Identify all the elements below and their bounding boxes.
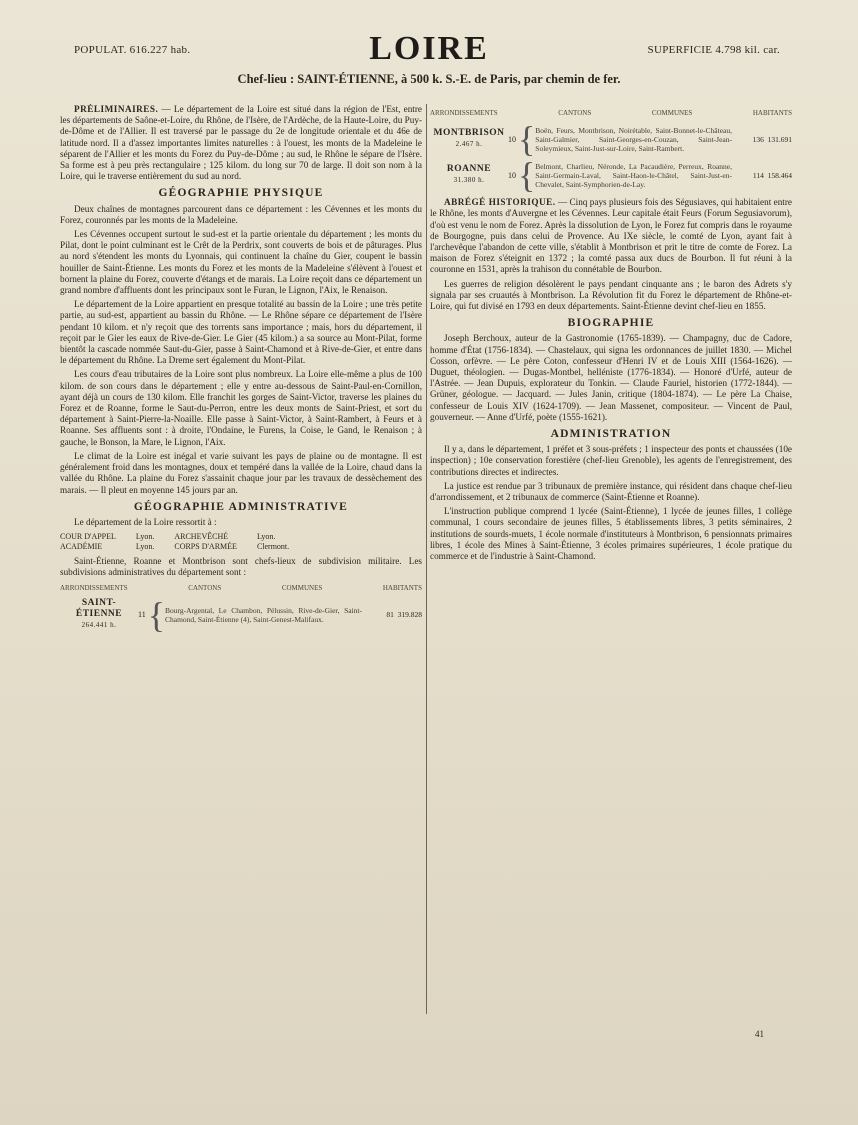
arrondissement-table-header <box>430 108 792 119</box>
communes-count: 114 <box>752 170 764 180</box>
administration-paragraph-3: L'instruction publique comprend 1 lycée (Saint-Étienne), 1 lycée de jeunes filles, 1 collège communal, 1 cours secondaire de jeunes filles, 5 établissements libres, 3 petits séminaires, 2 institutions de sourds-muets, 1 école normale d'instituteurs à Montbrison, 6 pensionnats primaires libres, 1 école des Mines à Saint-Étienne, 3 écoles primaires supérieures, 1 école pratique du commerce et de l'industrie à Saint-Chamond. <box>430 506 792 562</box>
arrondissement-title: ROANNE <box>446 164 492 174</box>
canton-list: Belmont, Charlieu, Néronde, La Pacaudière, Perreux, Roanne, Saint-Germain-Laval, Saint-Haon-le-Châtel, Saint-Just-en-Chevalet, Saint-Symphorien-de-Lay. <box>535 161 732 189</box>
page-number: 41 <box>755 1029 764 1039</box>
habitants-count: 158.464 <box>767 170 792 180</box>
canton-list: Bourg-Argental, Le Chambon, Pélussin, Rive-de-Gier, Saint-Chamond, Saint-Étienne (4), Saint-Genest-Malifaux. <box>164 605 362 624</box>
biographie-heading: BIOGRAPHIE <box>567 317 655 330</box>
arrondissement-title: SAINT-ÉTIENNE <box>75 597 123 619</box>
department-title: LOIRE <box>369 30 489 67</box>
preliminaires-text: — Le département de la Loire est situé dans la région de l'Est, entre les départements de Saône-et-Loire, du Rhône, de l'Isère, de l'Ardèche, de la Haute-Loire, du Puy-de-Dôme et de l'Allier. Il est traversé par le passage du 2e de longitude orientale et du 46e de latitude nord. Il a d'assez importantes limites naturelles : à l'ouest, les monts de la Madeleine le séparent de l'Allier et les monts du Forez du Puy-de-Dôme ; au sud, le Rhône le sépare de l'Isère. Sa forme est à peu près rectangulaire ; 125 kilom. du long sur 70 de large. Il doit son nom à la Loire, qui le traverse entièrement du sud au nord. <box>60 104 422 182</box>
arrondissement-numbers <box>732 170 792 181</box>
ressort-value: Lyon. <box>135 532 155 542</box>
canton-list: Boën, Feurs, Montbrison, Noirétable, Saint-Bonnet-le-Château, Saint-Galmier, Saint-Georges-en-Couzan, Saint-Jean-Soleymieux, Saint-Just-sur-Loire, Saint-Rambert. <box>535 125 732 153</box>
communes-count: 136 <box>752 134 764 144</box>
arrondissement-row-roanne <box>430 155 792 196</box>
arrondissement-table-header <box>60 583 422 594</box>
arrondissement-table-right <box>430 108 792 196</box>
geo-phys-paragraph-3: Le département de la Loire appartient en presque totalité au bassin de la Loire ; une très petite partie, au sud-est, appartient au bassin du Rhône. — Le Rhône sépare ce département de l'Isère pendant 10 kilom. et n'y reçoit que des torrents sans importance ; mais, hors du département, il reçoit par le Gier les eaux de Rive-de-Gier. Le Gier (45 kilom.) a sa source au Mont-Pilat, forme bientôt la cascade nommée Saut-du-Gier, passe à Saint-Chamond et à Rive-de-Gier, et entre dans le département du Rhône. La Dreme sert également du Mont-Pilat. <box>60 299 422 366</box>
historique-paragraph-1 <box>430 197 792 275</box>
historique-paragraph-2: Les guerres de religion désolèrent le pays pendant cinquante ans ; le baron des Adrets s'y signala par ses cruautés à Montbrison. La Révolution fit du Forez le département de Rhône-et-Loire, qui fut divisé en 1793 en deux départements. Saint-Étienne devint chef-lieu en 1855. <box>430 278 792 312</box>
ressort-value: Lyon. <box>135 542 155 552</box>
arrondissement-numbers <box>362 609 422 620</box>
arrondissement-pop: 31.380 h. <box>453 176 485 185</box>
col-header: CANTONS <box>188 583 222 592</box>
arrondissement-name <box>430 164 508 186</box>
communes-count: 81 <box>386 609 394 619</box>
arrondissement-numbers <box>732 134 792 145</box>
historique-label: ABRÉGÉ HISTORIQUE. <box>444 197 556 208</box>
col-header: ARRONDISSEMENTS <box>430 109 498 117</box>
arrondissement-title: MONTBRISON <box>433 128 505 138</box>
arrondissement-row-montbrison <box>430 119 792 160</box>
ressort-value: Clermont. <box>256 542 290 552</box>
ressort-label: ACADÉMIE <box>60 542 103 552</box>
geo-phys-paragraph-5: Le climat de la Loire est inégal et varie suivant les pays de plaine ou de montagne. Il est généralement froid dans les montagnes, doux et tempéré dans la vallée de la Loire, chaud dans la vallée du Rhône. La plaine du Forez s'assainit chaque jour par les travaux de dessèchement des marais. — Il pleut en moyenne 145 jours par an. <box>60 450 422 495</box>
ressort-label: COUR D'APPEL <box>60 532 116 542</box>
biographie-text: Joseph Berchoux, auteur de la Gastronomie (1765-1839). — Champagny, duc de Cadore, homme d'État (1756-1834). — Chastelaux, qui signa les ordonnances de juillet 1830. — Michel Cosson, orfèvre. — Le père Coton, confesseur d'Henri IV et de Louis XIII (1564-1626). — Duguet, théologien. — Dugas-Montbel, helléniste (1776-1834). — Honoré d'Urfé, auteur de l'Astrée. — Jean Dupuis, explorateur du Tonkin. — Claude Fauriel, historien (1772-1844). — Grüner, géologue. — Jacquard. — Jules Janin, critique (1804-1874). — Le père La Chaise, confesseur de Louis XIV (1624-1709). — Jean Massenet, compositeur. — Vincent de Paul, gouverneur. — Anne d'Urfé, poète (1555-1621). <box>430 333 792 422</box>
chef-lieu-subtitle: Chef-lieu : SAINT-ÉTIENNE, à 500 k. S.-E. de Paris, par chemin de fer. <box>237 72 621 86</box>
col-header: COMMUNES <box>651 109 693 117</box>
col-header: HABITANTS <box>752 109 792 117</box>
geo-phys-paragraph-1: Deux chaînes de montagnes parcourent dans ce département : les Cévennes et les monts du Forez, couronnés par les monts de la Madeleine. <box>60 203 422 225</box>
arrondissement-name <box>60 598 138 632</box>
geo-phys-paragraph-4: Les cours d'eau tributaires de la Loire sont plus nombreux. La Loire elle-même a plus de 100 kilom. de son cours dans le département ; elle y entre au-dessous de Saint-Paul-en-Cornillon, ayant déjà un cours de 130 kilom. Elle franchit les gorges de Saint-Victor, traverse les plaines du Forez et de Roanne, forme le Saut-du-Perron, entre les deux monts de Saint-Priest, et sort du département à Saint-Pierre-la-Noaille. Elle passe à Saint-Victor, à Saint-Rambert, à Feurs et à Roanne. Ses affluents sont : à droite, l'Ondaine, le Furens, la Coise, le Gand, le Renaison ; à gauche, le Bonson, la Mare, le Lignon, l'Aix. <box>60 369 422 447</box>
geo-phys-paragraph-2: Les Cévennes occupent surtout le sud-est et la partie orientale du département ; les monts du Pilat, dont le point culminant est le Crêt de la Perdrix, sont couverts de bois et de pâturages. Plus au nord s'étendent les monts du Lyonnais, qui continuent la chaîne du Gier, coupent le bassin houiller de Saint-Étienne. Les monts du Forez et les monts de la Madeleine s'élèvent à l'ouest et bornent la plaine du Forez, couverte d'étangs et de marais. La Loire reçoit dans ce département un grand nombre d'affluents dont les principaux sont le Furan, le Lignon, l'Aix, le Renaison. <box>60 229 422 296</box>
administration-heading: ADMINISTRATION <box>550 428 672 441</box>
superficie-label: SUPERFICIE 4.798 kil. car. <box>647 44 780 56</box>
left-column <box>60 104 422 637</box>
habitants-count: 319.828 <box>397 609 422 619</box>
column-divider <box>426 104 427 1014</box>
geographie-physique-heading: GÉOGRAPHIE PHYSIQUE <box>158 187 324 200</box>
geo-admin-intro: Le département de la Loire ressortit à : <box>74 516 217 527</box>
ressort-label: CORPS D'ARMÉE <box>174 542 237 552</box>
brace-icon: { <box>518 155 536 196</box>
population-label: POPULAT. 616.227 hab. <box>74 44 191 56</box>
arrondissement-pop: 264.441 h. <box>81 621 117 630</box>
brace-icon: { <box>518 119 536 160</box>
administration-paragraph-2: La justice est rendue par 3 tribunaux de première instance, qui résident dans chaque chef-lieu d'arrondissement, et 2 tribunaux de commerce (Saint-Étienne et Roanne). <box>430 480 792 503</box>
canton-count: 10 <box>508 170 516 180</box>
col-header: ARRONDISSEMENTS <box>60 583 128 592</box>
historique-text: — Cinq pays plusieurs fois des Ségusiaves, qui habitaient entre le Rhône, les monts d'Auvergne et les Cévennes. Leur capitale était Feurs (Forum Segusiavorum), d'où est venu le nom de Forez. Après la dissolution de Lyon, le Forez fut compris dans le royaume de Bourgogne, puis dans celui de Provence. Au IXe siècle, le comté de Lyon, ayant fait à l'archevêque l'abandon de cette ville, s'établit à Montbrison et prit le titre de comte de Forez. La maison de Forez s'éteignit en 1372 ; la comté passa aux ducs de Bourbon. Il fut réuni à la couronne en 1531, après la trahison du connétable de Bourbon. <box>430 197 792 275</box>
preliminaires-label: PRÉLIMINAIRES. <box>74 104 159 114</box>
ressort-value: Lyon. <box>256 532 276 542</box>
arrondissement-row-saint-etienne <box>60 594 422 635</box>
canton-count: 11 <box>138 609 146 619</box>
arrondissement-pop: 2.467 h. <box>455 140 483 149</box>
arrondissement-name <box>430 128 508 150</box>
col-header: CANTONS <box>558 109 592 117</box>
page-header <box>0 30 858 70</box>
geographie-administrative-heading: GÉOGRAPHIE ADMINISTRATIVE <box>133 500 349 513</box>
right-column <box>430 104 792 565</box>
habitants-count: 131.691 <box>767 134 792 144</box>
preliminaires-paragraph <box>60 104 422 182</box>
geo-admin-text: Saint-Étienne, Roanne et Montbrison sont chefs-lieux de subdivision militaire. Les subdivisions administratives du département sont : <box>60 556 422 578</box>
arrondissement-table-left <box>60 583 422 635</box>
administration-paragraph-1: Il y a, dans le département, 1 préfet et 3 sous-préfets ; 1 inspecteur des ponts et chaussées (10e inspection) ; 10e conservation forestière (chef-lieu Grenoble), les agents de l'enregistrement, des contributions directes et indirectes. <box>430 444 792 477</box>
canton-count: 10 <box>508 134 516 144</box>
col-header: HABITANTS <box>382 583 422 592</box>
col-header: COMMUNES <box>281 583 323 592</box>
ressort-label: ARCHEVÊCHÉ <box>174 532 229 542</box>
brace-icon: { <box>147 594 165 635</box>
ressort-table <box>60 532 422 552</box>
